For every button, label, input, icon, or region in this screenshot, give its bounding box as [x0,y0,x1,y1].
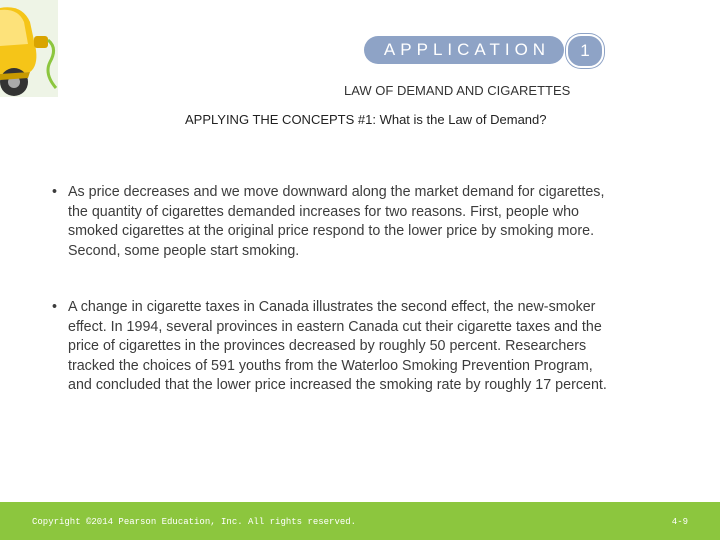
application-label: APPLICATION [364,36,564,64]
bullet-text: A change in cigarette taxes in Canada illustrates the second effect, the new-smoker effect. In 1994, several provinces in eastern Canada cut their cigarette taxes and the price of cigarettes in the provinces decreased by roughly 50 percent. Researchers tracked the choices of 591 youths from the Waterloo Smoking Prevention Program, and concluded that the lower price increased the smoking rate by roughly 17 percent. [68,299,607,393]
electric-car-icon [0,0,58,97]
bullet-item [52,183,612,261]
slide-subtitle: LAW OF DEMAND AND CIGARETTES [344,83,571,98]
bullet-text: As price decreases and we move downward along the market demand for cigarettes, the quantity of cigarettes demanded increases for two reasons. First, people who smoked cigarettes at the original price respond to the lower price by smoking more. Second, some people start smoking. [68,184,605,259]
bullet-item [52,298,612,396]
bullet-marker: • [52,299,58,315]
copyright-text: Copyright ©2014 Pearson Education, Inc. All rights reserved. [32,517,357,527]
page-number: 4-9 [671,517,688,527]
concept-heading: APPLYING THE CONCEPTS #1: What is the Law of Demand? [185,112,547,127]
bullet-marker: • [52,184,58,200]
application-number: 1 [566,34,604,68]
footer-bar [0,502,720,540]
